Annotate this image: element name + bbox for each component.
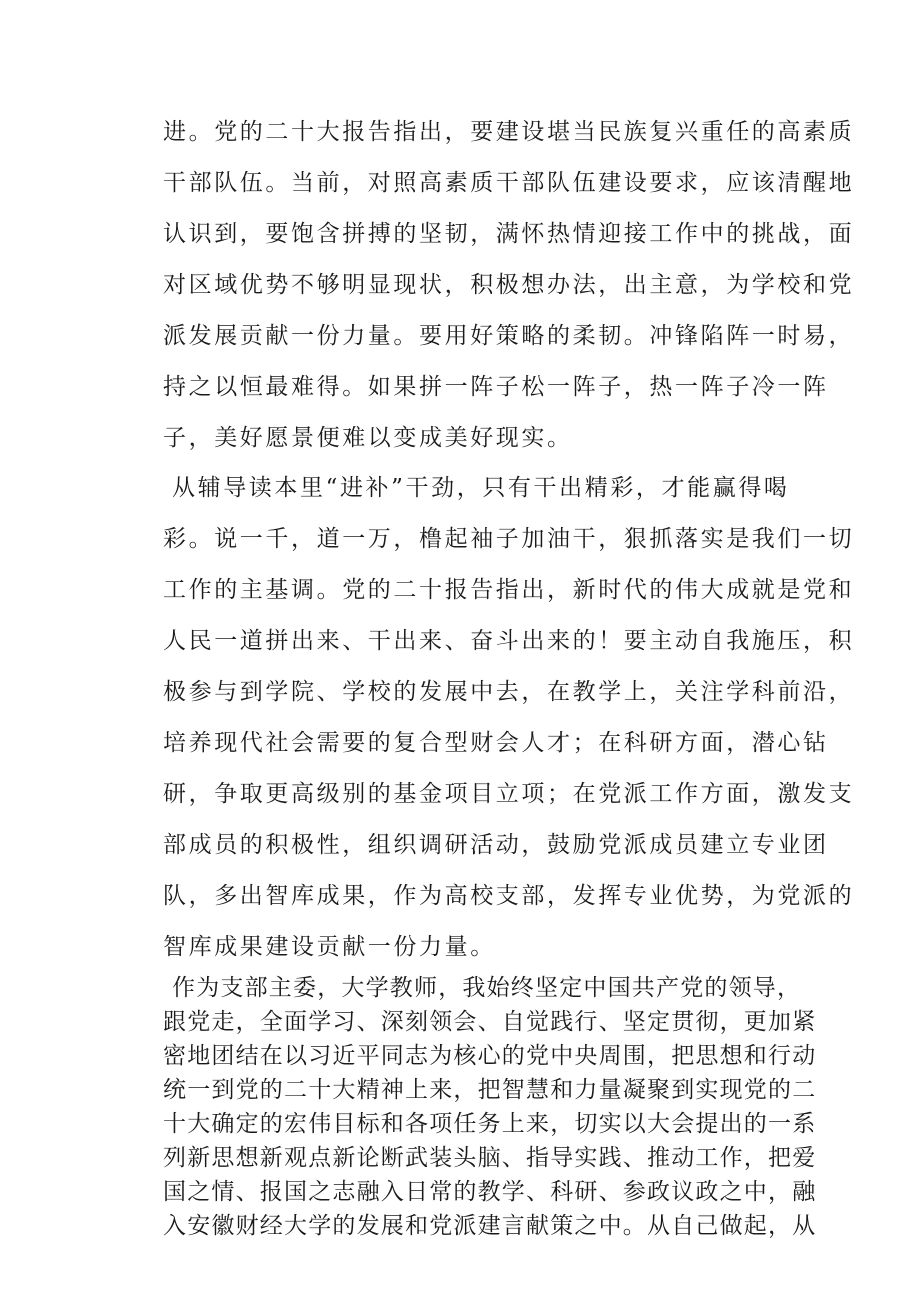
text-line: 进。党的二十大报告指出，要建设堪当民族复兴重任的高素质	[163, 119, 855, 145]
text-line: 队，多出智库成果，作为高校支部，发挥专业优势，为党派的	[163, 883, 855, 909]
text-line: 作为支部主委，大学教师，我始终坚定中国共产党的领导，	[172, 975, 802, 1001]
text-line: 密地团结在以习近平同志为核心的党中央周围，把思想和行动	[163, 1043, 817, 1069]
text-line: 统一到党的二十大精神上来，把智慧和力量凝聚到实现党的二	[163, 1077, 817, 1103]
text-line: 极参与到学院、学校的发展中去，在教学上，关注学科前沿，	[163, 679, 855, 705]
text-line: 培养现代社会需要的复合型财会人才；在科研方面，潜心钻	[163, 730, 829, 756]
text-line: 智库成果建设贡献一份力量。	[163, 934, 496, 960]
text-line: 十大确定的宏伟目标和各项任务上来，切实以大会提出的一系	[163, 1111, 817, 1137]
text-line: 子，美好愿景便难以变成美好现实。	[163, 425, 573, 451]
text-line: 持之以恒最难得。如果拼一阵子松一阵子，热一阵子冷一阵	[163, 374, 829, 400]
text-line: 研，争取更高级别的基金项目立项；在党派工作方面，激发支	[163, 781, 855, 807]
text-line: 对区域优势不够明显现状，积极想办法，出主意，为学校和党	[163, 272, 855, 298]
text-line: 入安徽财经大学的发展和党派建言献策之中。从自己做起，从	[163, 1213, 817, 1239]
text-line: 干部队伍。当前，对照高素质干部队伍建设要求，应该清醒地	[163, 170, 855, 196]
text-line: 从辅导读本里“进补”干劲，只有干出精彩，才能赢得喝	[172, 475, 790, 501]
text-line: 彩。说一千，道一万，橹起袖子加油干，狠抓落实是我们一切	[163, 526, 855, 552]
text-line: 认识到，要饱含拼搏的坚韧，满怀热情迎接工作中的挑战，面	[163, 221, 855, 247]
text-line: 跟党走，全面学习、深刻领会、自觉践行、坚定贯彻，更加紧	[163, 1009, 817, 1035]
text-line: 派发展贡献一份力量。要用好策略的柔韧。冲锋陷阵一时易，	[163, 323, 855, 349]
text-line: 国之情、报国之志融入日常的教学、科研、参政议政之中，融	[163, 1179, 817, 1205]
text-line: 部成员的积极性，组织调研活动，鼓励党派成员建立专业团	[163, 832, 829, 858]
text-line: 工作的主基调。党的二十报告指出，新时代的伟大成就是党和	[163, 577, 855, 603]
text-line: 人民一道拼出来、干出来、奋斗出来的！要主动自我施压，积	[163, 628, 855, 654]
text-line: 列新思想新观点新论断武装头脑、指导实践、推动工作，把爱	[163, 1145, 817, 1171]
